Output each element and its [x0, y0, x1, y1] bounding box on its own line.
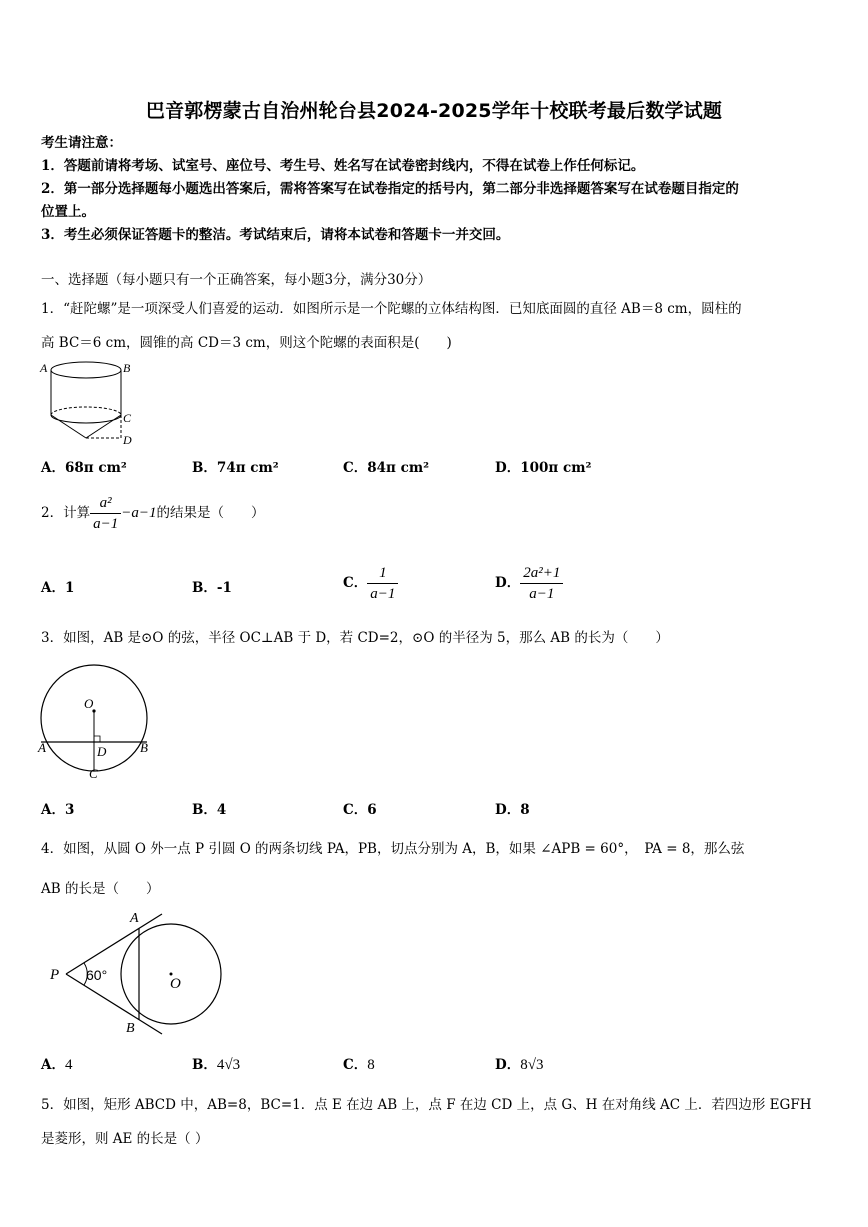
q2-stem [41, 494, 264, 533]
q1-option-c[interactable]: C．84π cm² [343, 460, 430, 476]
q2-d-num: 2a²+1 [520, 564, 563, 584]
q4-label-p: P [50, 967, 60, 983]
q3-label-a: A [38, 740, 46, 755]
q2-option-a[interactable]: A．1 [41, 580, 75, 596]
q1-option-d[interactable]: D．100π cm² [495, 460, 592, 476]
q2-c-num: 1 [367, 564, 398, 584]
notice-heading: 考生请注意： [41, 135, 122, 151]
q4-tangent-figure [44, 906, 224, 1036]
q4-label-b: B [126, 1021, 135, 1036]
q2-option-c[interactable]: C． $\frac{1}{a-1}$ [343, 564, 398, 603]
q5-stem-line1: 5．如图，矩形 ABCD 中，AB=8，BC=1．点 E 在边 AB 上，点 F 在边 CD 上，点 G、H 在对角线 AC 上．若四边形 EGFH [41, 1097, 812, 1113]
q1-option-a[interactable]: A．68π cm² [41, 460, 127, 476]
q3-option-d[interactable]: D．8 [495, 802, 530, 818]
q2-fraction [90, 494, 121, 533]
q1-option-b[interactable]: B．74π cm² [192, 460, 279, 476]
notice-item-2-cont: 位置上。 [41, 204, 95, 220]
q4-stem-line2: AB 的长是（ ） [41, 881, 160, 897]
notice-item-2: 2．第一部分选择题每小题选出答案后，需将答案写在试卷指定的括号内，第二部分非选择题答案写在试卷题目指定的 [41, 181, 739, 197]
q2-option-b[interactable]: B．-1 [192, 580, 232, 596]
q4-option-d[interactable]: D．8√3 [495, 1057, 544, 1073]
q2-tail: −a−1 [121, 505, 157, 521]
q2-c-den: a−1 [370, 586, 396, 602]
q4-label-a: A [130, 911, 139, 926]
q2-prefix: 2．计算 [41, 505, 91, 521]
q1-stem-line1: 1．“赶陀螺”是一项深受人们喜爱的运动．如图所示是一个陀螺的立体结构图．已知底面圆的直径 AB＝8 cm，圆柱的 [41, 301, 742, 317]
q3-label-o: O [84, 696, 94, 711]
section-heading: 一、选择题（每小题只有一个正确答案，每小题3分，满分30分） [41, 272, 432, 288]
q1-spinning-top-figure [36, 358, 140, 450]
q1-stem-line2: 高 BC＝6 cm，圆锥的高 CD＝3 cm，则这个陀螺的表面积是( ) [41, 335, 452, 351]
q1-label-c: C [123, 411, 132, 425]
q2-option-d[interactable]: D． $\frac{\text{2a²+1}}{a-1}$ [495, 564, 563, 603]
q3-label-d: D [97, 744, 107, 759]
q2-d-den: a−1 [529, 586, 555, 602]
q3-label-c: C [89, 766, 98, 781]
q3-label-b: B [140, 740, 148, 755]
q1-label-d: D [123, 433, 132, 447]
q3-option-c[interactable]: C．6 [343, 802, 377, 818]
q4-label-o: O [170, 976, 181, 992]
q4-angle-label: 60° [86, 967, 108, 983]
q2-fraction-den: a−1 [93, 516, 119, 532]
q4-option-a[interactable]: A．4 [41, 1057, 73, 1073]
notice-item-3: 3．考生必须保证答题卡的整洁。考试结束后，请将本试卷和答题卡一并交回。 [41, 227, 510, 243]
q1-label-a: A [40, 361, 48, 375]
q4-stem-line1: 4．如图，从圆 O 外一点 P 引圆 O 的两条切线 PA，PB，切点分别为 A，B，如果 ∠APB = 60°， PA = 8，那么弦 [41, 841, 745, 857]
q4-option-c[interactable]: C．8 [343, 1057, 375, 1073]
q2-fraction-num: a² [90, 494, 121, 514]
q3-option-b[interactable]: B．4 [192, 802, 227, 818]
q3-stem: 3．如图，AB 是⊙O 的弦，半径 OC⊥AB 于 D，若 CD=2，⊙O 的半径为 5，那么 AB 的长为（ ） [41, 630, 669, 646]
notice-item-1: 1．答题前请将考场、试室号、座位号、考生号、姓名写在试卷密封线内，不得在试卷上作任何标记。 [41, 158, 645, 174]
q3-circle-figure [36, 656, 156, 782]
q4-option-b[interactable]: B．4√3 [192, 1057, 241, 1073]
q3-option-a[interactable]: A．3 [41, 802, 75, 818]
exam-title: 巴音郭楞蒙古自治州轮台县2024-2025学年十校联考最后数学试题 [145, 100, 723, 122]
q5-stem-line2: 是菱形，则 AE 的长是（ ） [41, 1131, 209, 1147]
q2-suffix: 的结果是（ ） [156, 505, 265, 521]
q1-label-b: B [123, 361, 131, 375]
